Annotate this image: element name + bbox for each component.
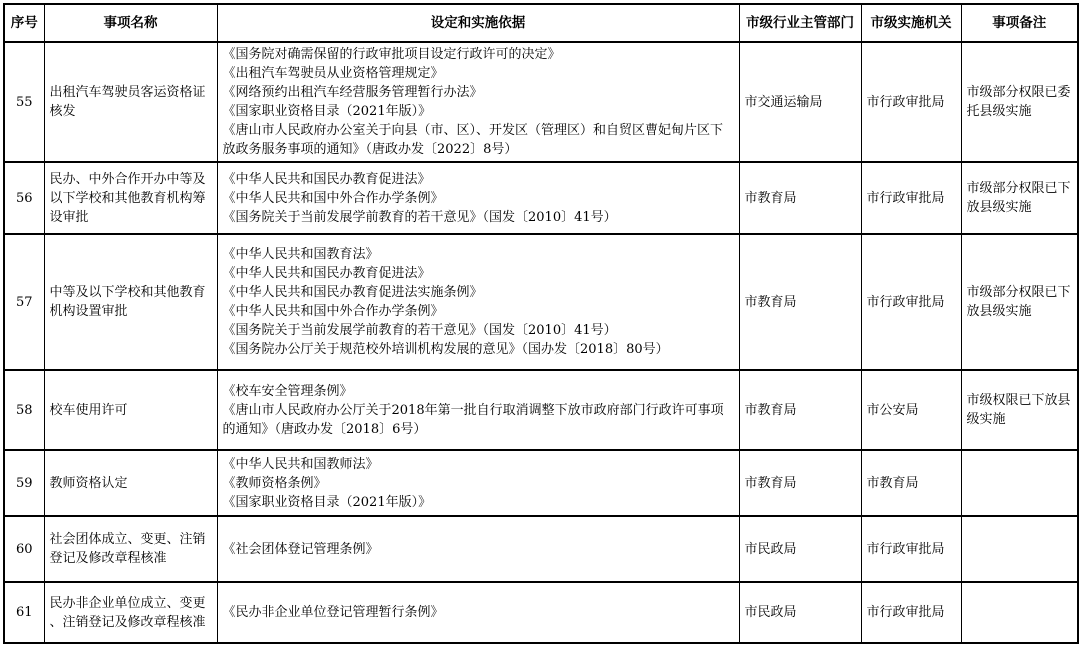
basis-line: 《社会团体登记管理条例》 bbox=[222, 541, 379, 557]
row-number-cell: 55 bbox=[4, 42, 44, 162]
basis-line: 《中华人民共和国民办教育促进法实施条例》 bbox=[222, 285, 483, 300]
basis-line: 《国务院关于当前发展学前教育的若干意见》（国发〔2010〕41号） bbox=[222, 209, 617, 225]
header-item-name: 事项名称 bbox=[44, 4, 217, 42]
basis-cell bbox=[217, 450, 739, 516]
item-name-cell: 教师资格认定 bbox=[44, 450, 217, 516]
table-row bbox=[4, 582, 1078, 643]
basis-cell bbox=[217, 370, 739, 450]
item-name-cell: 校车使用许可 bbox=[44, 370, 217, 450]
basis-line: 《中华人民共和国民办教育促进法》 bbox=[222, 266, 431, 281]
industry-dept-cell: 市教育局 bbox=[739, 234, 861, 370]
impl-agency-cell: 市行政审批局 bbox=[861, 162, 961, 234]
basis-line: 《国家职业资格目录（2021年版）》 bbox=[222, 494, 432, 510]
row-number-cell: 59 bbox=[4, 450, 44, 516]
basis-cell bbox=[217, 234, 739, 370]
basis-line: 《国务院办公厅关于规范校外培训机构发展的意见》（国办发〔2018〕80号） bbox=[222, 342, 669, 357]
basis-line: 《国务院关于当前发展学前教育的若干意见》（国发〔2010〕41号） bbox=[222, 323, 617, 338]
header-impl-agency: 市级实施机关 bbox=[861, 4, 961, 42]
remark-cell: 市级部分权限已下放县级实施 bbox=[961, 234, 1078, 370]
table-row bbox=[4, 234, 1078, 370]
industry-dept-cell: 市交通运输局 bbox=[739, 42, 861, 162]
basis-line: 《网络预约出租汽车经营服务管理暂行办法》 bbox=[222, 85, 483, 100]
basis-cell bbox=[217, 42, 739, 162]
impl-agency-cell: 市公安局 bbox=[861, 370, 961, 450]
industry-dept-cell: 市民政局 bbox=[739, 582, 861, 643]
header-remark: 事项备注 bbox=[961, 4, 1078, 42]
basis-line: 《出租汽车驾驶员从业资格管理规定》 bbox=[222, 66, 444, 81]
basis-line: 《中华人民共和国中外合作办学条例》 bbox=[222, 304, 444, 319]
impl-agency-cell: 市行政审批局 bbox=[861, 582, 961, 643]
industry-dept-cell: 市教育局 bbox=[739, 370, 861, 450]
remark-cell: 市级部分权限已委托县级实施 bbox=[961, 42, 1078, 162]
remark-cell: 市级权限已下放县级实施 bbox=[961, 370, 1078, 450]
impl-agency-cell: 市行政审批局 bbox=[861, 42, 961, 162]
basis-cell bbox=[217, 162, 739, 234]
basis-line: 《校车安全管理条例》 bbox=[222, 383, 353, 399]
basis-line: 《中华人民共和国教育法》 bbox=[222, 247, 379, 262]
basis-line: 《唐山市人民政府办公室关于向县（市、区）、开发区（管理区）和自贸区曹妃甸片区下放政务服务事项的通知》（唐政办发〔2022〕8号） bbox=[222, 123, 724, 157]
item-name-cell: 民办、中外合作开办中等及以下学校和其他教育机构筹设审批 bbox=[44, 162, 217, 234]
table-row bbox=[4, 42, 1078, 162]
table-row bbox=[4, 516, 1078, 582]
remark-cell bbox=[961, 450, 1078, 516]
basis-line: 《教师资格条例》 bbox=[222, 475, 327, 491]
remark-cell bbox=[961, 582, 1078, 643]
basis-line: 《中华人民共和国教师法》 bbox=[222, 456, 379, 472]
header-basis: 设定和实施依据 bbox=[217, 4, 739, 42]
industry-dept-cell: 市教育局 bbox=[739, 450, 861, 516]
remark-cell: 市级部分权限已下放县级实施 bbox=[961, 162, 1078, 234]
row-number-cell: 60 bbox=[4, 516, 44, 582]
basis-cell bbox=[217, 516, 739, 582]
industry-dept-cell: 市教育局 bbox=[739, 162, 861, 234]
industry-dept-cell: 市民政局 bbox=[739, 516, 861, 582]
basis-line: 《唐山市人民政府办公厅关于2018年第一批自行取消调整下放市政府部门行政许可事项的通知》（唐政办发〔2018〕6号） bbox=[222, 402, 724, 437]
basis-line: 《国务院对确需保留的行政审批项目设定行政许可的决定》 bbox=[222, 47, 561, 62]
row-number-cell: 56 bbox=[4, 162, 44, 234]
item-name-cell: 民办非企业单位成立、变更、注销登记及修改章程核准 bbox=[44, 582, 217, 643]
approval-items-table bbox=[3, 3, 1079, 644]
header-industry-dept: 市级行业主管部门 bbox=[739, 4, 861, 42]
row-number-cell: 57 bbox=[4, 234, 44, 370]
table-row bbox=[4, 370, 1078, 450]
impl-agency-cell: 市教育局 bbox=[861, 450, 961, 516]
item-name-cell: 出租汽车驾驶员客运资格证核发 bbox=[44, 42, 217, 162]
header-seq-no: 序号 bbox=[4, 4, 44, 42]
row-number-cell: 61 bbox=[4, 582, 44, 643]
table-row bbox=[4, 162, 1078, 234]
basis-line: 《民办非企业单位登记管理暂行条例》 bbox=[222, 605, 444, 620]
header-row bbox=[4, 4, 1078, 42]
impl-agency-cell: 市行政审批局 bbox=[861, 234, 961, 370]
item-name-cell: 社会团体成立、变更、注销登记及修改章程核准 bbox=[44, 516, 217, 582]
item-name-cell: 中等及以下学校和其他教育机构设置审批 bbox=[44, 234, 217, 370]
basis-line: 《国家职业资格目录（2021年版）》 bbox=[222, 104, 432, 119]
basis-cell bbox=[217, 582, 739, 643]
table-body bbox=[4, 42, 1078, 643]
remark-cell bbox=[961, 516, 1078, 582]
table-row bbox=[4, 450, 1078, 516]
impl-agency-cell: 市行政审批局 bbox=[861, 516, 961, 582]
basis-line: 《中华人民共和国中外合作办学条例》 bbox=[222, 190, 444, 206]
row-number-cell: 58 bbox=[4, 370, 44, 450]
basis-line: 《中华人民共和国民办教育促进法》 bbox=[222, 171, 431, 187]
